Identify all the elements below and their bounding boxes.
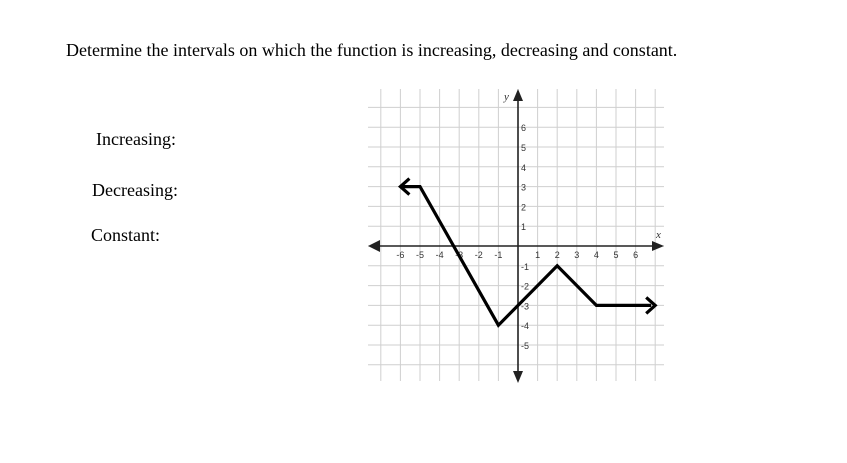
y-tick-label: 1 [521, 222, 527, 233]
question-text: Determine the intervals on which the function is increasing, decreasing and constant. [66, 40, 678, 60]
y-tick-label: -1 [521, 261, 530, 272]
y-tick-label: 2 [521, 202, 527, 213]
constant-label: Constant: [91, 225, 161, 245]
x-axis-left-arrow [368, 240, 380, 252]
x-tick-label: -3 [455, 250, 464, 260]
y-tick-label: -3 [521, 301, 530, 312]
decreasing-label: Decreasing: [92, 180, 178, 200]
x-tick-label: 1 [535, 250, 541, 260]
x-tick-label: 6 [633, 250, 639, 260]
graph-axes [368, 89, 664, 383]
y-tick-label: 4 [521, 162, 527, 173]
y-tick-label: -2 [521, 281, 530, 292]
y-tick-label: 3 [521, 182, 527, 193]
y-tick-label: 5 [521, 143, 527, 153]
x-axis-label: x [656, 229, 661, 241]
y-tick-label: -4 [521, 321, 530, 332]
x-tick-label: 4 [593, 250, 599, 260]
x-tick-label: -4 [435, 250, 444, 260]
x-tick-label: 3 [574, 250, 580, 260]
y-axis-down-arrow [513, 371, 523, 383]
x-tick-label: -2 [474, 250, 483, 260]
y-axis-up-arrow [513, 89, 523, 101]
y-axis-label: y [504, 91, 509, 103]
x-tick-label: -5 [415, 250, 425, 260]
y-tick-label: -5 [521, 341, 530, 351]
y-tick-label: 6 [521, 123, 527, 134]
graph-grid [368, 89, 664, 381]
increasing-label: Increasing: [96, 129, 176, 149]
x-axis-right-arrow [652, 241, 664, 251]
x-tick-label: 5 [613, 250, 619, 260]
x-tick-label: -6 [396, 250, 405, 260]
x-tick-label: -1 [494, 250, 503, 260]
x-tick-label: 2 [554, 250, 560, 260]
